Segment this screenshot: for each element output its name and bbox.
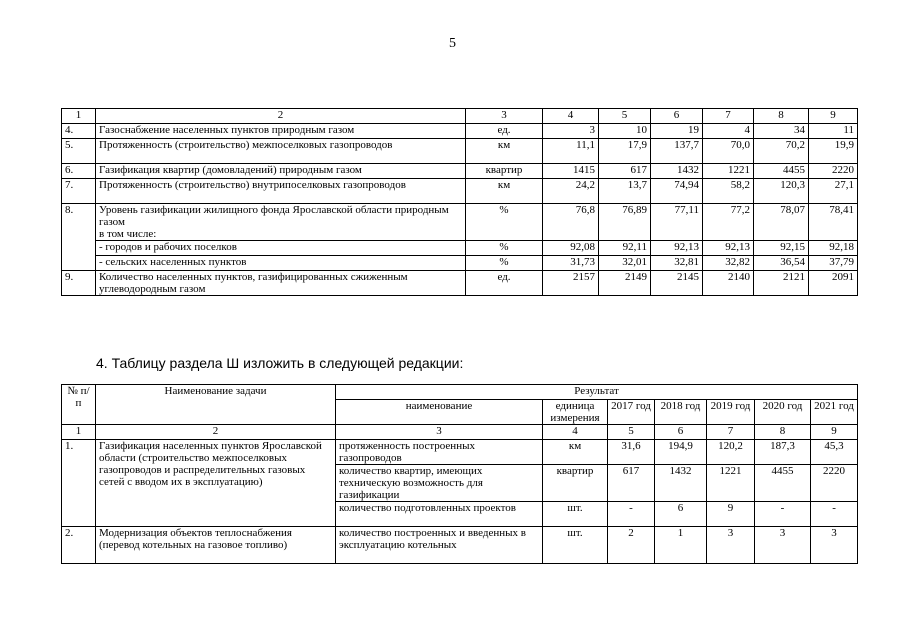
tasks-table xyxy=(61,384,858,564)
row-value: 2157 xyxy=(543,271,599,296)
row-value: 4 xyxy=(703,124,754,139)
row-number: 9. xyxy=(62,271,96,296)
row-value: 32,82 xyxy=(703,256,754,271)
col-header: 9 xyxy=(809,109,858,124)
col-index: 9 xyxy=(811,425,858,440)
result-value: 9 xyxy=(707,502,755,527)
result-value: 120,2 xyxy=(707,440,755,465)
header-result: Результат xyxy=(336,385,858,400)
result-value: 3 xyxy=(707,527,755,564)
row-number: 6. xyxy=(62,164,96,179)
result-unit: квартир xyxy=(543,465,608,502)
row-value: 2145 xyxy=(651,271,703,296)
result-value: 1432 xyxy=(655,465,707,502)
page-number: 5 xyxy=(449,36,456,51)
row-value: 58,2 xyxy=(703,179,754,204)
row-value: 1221 xyxy=(703,164,754,179)
header-result-name: наименование xyxy=(336,400,543,425)
result-value: 194,9 xyxy=(655,440,707,465)
table-row xyxy=(62,164,858,179)
col-header: 3 xyxy=(466,109,543,124)
task-number: 2. xyxy=(62,527,96,564)
row-value: 37,79 xyxy=(809,256,858,271)
result-value: 31,6 xyxy=(608,440,655,465)
col-index: 3 xyxy=(336,425,543,440)
indicators-table xyxy=(61,108,858,296)
header-year: 2020 год xyxy=(755,400,811,425)
row-value: 2140 xyxy=(703,271,754,296)
instruction-text: 4. Таблицу раздела Ш изложить в следующей редакции: xyxy=(96,355,464,371)
row-value: 2220 xyxy=(809,164,858,179)
table-row xyxy=(62,440,858,465)
row-unit: % xyxy=(466,256,543,271)
col-header: 7 xyxy=(703,109,754,124)
row-value: 92,11 xyxy=(599,241,651,256)
col-index: 7 xyxy=(707,425,755,440)
task-name: Газификация населенных пунктов Ярославской области (строительство межпоселковых газопроводов и распределительных газовых сетей с вводом их в эксплуатацию) xyxy=(96,440,336,527)
row-unit: ед. xyxy=(466,124,543,139)
row-value: 13,7 xyxy=(599,179,651,204)
table-header-row xyxy=(62,109,858,124)
row-value: 92,08 xyxy=(543,241,599,256)
row-value: 32,81 xyxy=(651,256,703,271)
result-name: количество подготовленных проектов xyxy=(336,502,543,527)
row-value: 78,41 xyxy=(809,204,858,241)
row-value: 31,73 xyxy=(543,256,599,271)
col-index: 5 xyxy=(608,425,655,440)
row-name: Газоснабжение населенных пунктов природным газом xyxy=(96,124,466,139)
row-name xyxy=(96,204,466,241)
row-value: 11 xyxy=(809,124,858,139)
table-header-row xyxy=(62,385,858,400)
col-header: 8 xyxy=(754,109,809,124)
header-number: № п/п xyxy=(62,385,96,425)
row-number: 7. xyxy=(62,179,96,204)
row-value: 2091 xyxy=(809,271,858,296)
table-row xyxy=(62,527,858,564)
row-value: 19,9 xyxy=(809,139,858,164)
row-value: 77,11 xyxy=(651,204,703,241)
table-row xyxy=(62,179,858,204)
row-value: 2149 xyxy=(599,271,651,296)
result-name: протяженность построенных газопроводов xyxy=(336,440,543,465)
row-value: 74,94 xyxy=(651,179,703,204)
row-value: 70,2 xyxy=(754,139,809,164)
col-index: 4 xyxy=(543,425,608,440)
result-value: 187,3 xyxy=(755,440,811,465)
task-number: 1. xyxy=(62,440,96,527)
row-unit: % xyxy=(466,241,543,256)
row-name-main: Уровень газификации жилищного фонда Ярославской области природным газом xyxy=(99,204,449,228)
result-value: 1 xyxy=(655,527,707,564)
col-header: 2 xyxy=(96,109,466,124)
col-header: 4 xyxy=(543,109,599,124)
row-value: 34 xyxy=(754,124,809,139)
col-index: 1 xyxy=(62,425,96,440)
result-value: 45,3 xyxy=(811,440,858,465)
row-value: 77,2 xyxy=(703,204,754,241)
table-row xyxy=(62,124,858,139)
header-task: Наименование задачи xyxy=(96,385,336,425)
result-value: 4455 xyxy=(755,465,811,502)
result-unit: шт. xyxy=(543,527,608,564)
result-name: количество квартир, имеющих техническую возможность для газификации xyxy=(336,465,543,502)
row-value: 617 xyxy=(599,164,651,179)
table-row xyxy=(62,256,858,271)
header-year: 2018 год xyxy=(655,400,707,425)
col-header: 1 xyxy=(62,109,96,124)
result-value: 617 xyxy=(608,465,655,502)
row-number: 4. xyxy=(62,124,96,139)
row-unit: ед. xyxy=(466,271,543,296)
row-number: 8. xyxy=(62,204,96,271)
row-value: 3 xyxy=(543,124,599,139)
header-year: 2019 год xyxy=(707,400,755,425)
col-index: 6 xyxy=(655,425,707,440)
result-value: 3 xyxy=(811,527,858,564)
result-value: - xyxy=(811,502,858,527)
row-value: 32,01 xyxy=(599,256,651,271)
row-number: 5. xyxy=(62,139,96,164)
table-row xyxy=(62,139,858,164)
row-value: 24,2 xyxy=(543,179,599,204)
result-value: 2 xyxy=(608,527,655,564)
row-value: 4455 xyxy=(754,164,809,179)
row-unit: % xyxy=(466,204,543,241)
row-value: 1432 xyxy=(651,164,703,179)
result-value: 2220 xyxy=(811,465,858,502)
row-name-extra: в том числе: xyxy=(99,228,157,240)
row-value: 92,18 xyxy=(809,241,858,256)
result-value: 1221 xyxy=(707,465,755,502)
row-value: 92,13 xyxy=(703,241,754,256)
row-value: 92,13 xyxy=(651,241,703,256)
col-header: 6 xyxy=(651,109,703,124)
task-name: Модернизация объектов теплоснабжения (перевод котельных на газовое топливо) xyxy=(96,527,336,564)
result-value: - xyxy=(755,502,811,527)
row-value: 36,54 xyxy=(754,256,809,271)
result-value: 3 xyxy=(755,527,811,564)
row-value: 137,7 xyxy=(651,139,703,164)
result-unit: шт. xyxy=(543,502,608,527)
row-value: 1415 xyxy=(543,164,599,179)
row-unit: км xyxy=(466,179,543,204)
row-value: 19 xyxy=(651,124,703,139)
row-value: 76,8 xyxy=(543,204,599,241)
col-index: 8 xyxy=(755,425,811,440)
result-name: количество построенных и введенных в эксплуатацию котельных xyxy=(336,527,543,564)
row-name: Количество населенных пунктов, газифицированных сжиженным углеводородным газом xyxy=(96,271,466,296)
row-name: - сельских населенных пунктов xyxy=(96,256,466,271)
row-name: Газификация квартир (домовладений) природным газом xyxy=(96,164,466,179)
table-row xyxy=(62,271,858,296)
row-value: 76,89 xyxy=(599,204,651,241)
header-year: 2017 год xyxy=(608,400,655,425)
row-value: 27,1 xyxy=(809,179,858,204)
row-value: 92,15 xyxy=(754,241,809,256)
table-index-row xyxy=(62,425,858,440)
col-header: 5 xyxy=(599,109,651,124)
row-value: 17,9 xyxy=(599,139,651,164)
row-name: Протяженность (строительство) межпоселковых газопроводов xyxy=(96,139,466,164)
row-value: 10 xyxy=(599,124,651,139)
header-year: 2021 год xyxy=(811,400,858,425)
result-value: 6 xyxy=(655,502,707,527)
result-unit: км xyxy=(543,440,608,465)
col-index: 2 xyxy=(96,425,336,440)
row-unit: км xyxy=(466,139,543,164)
row-value: 11,1 xyxy=(543,139,599,164)
table-row xyxy=(62,204,858,241)
header-unit: единица измерения xyxy=(543,400,608,425)
row-value: 2121 xyxy=(754,271,809,296)
row-value: 70,0 xyxy=(703,139,754,164)
result-value: - xyxy=(608,502,655,527)
row-unit: квартир xyxy=(466,164,543,179)
row-name: Протяженность (строительство) внутрипоселковых газопроводов xyxy=(96,179,466,204)
row-value: 120,3 xyxy=(754,179,809,204)
table-row xyxy=(62,241,858,256)
row-name: - городов и рабочих поселков xyxy=(96,241,466,256)
row-value: 78,07 xyxy=(754,204,809,241)
